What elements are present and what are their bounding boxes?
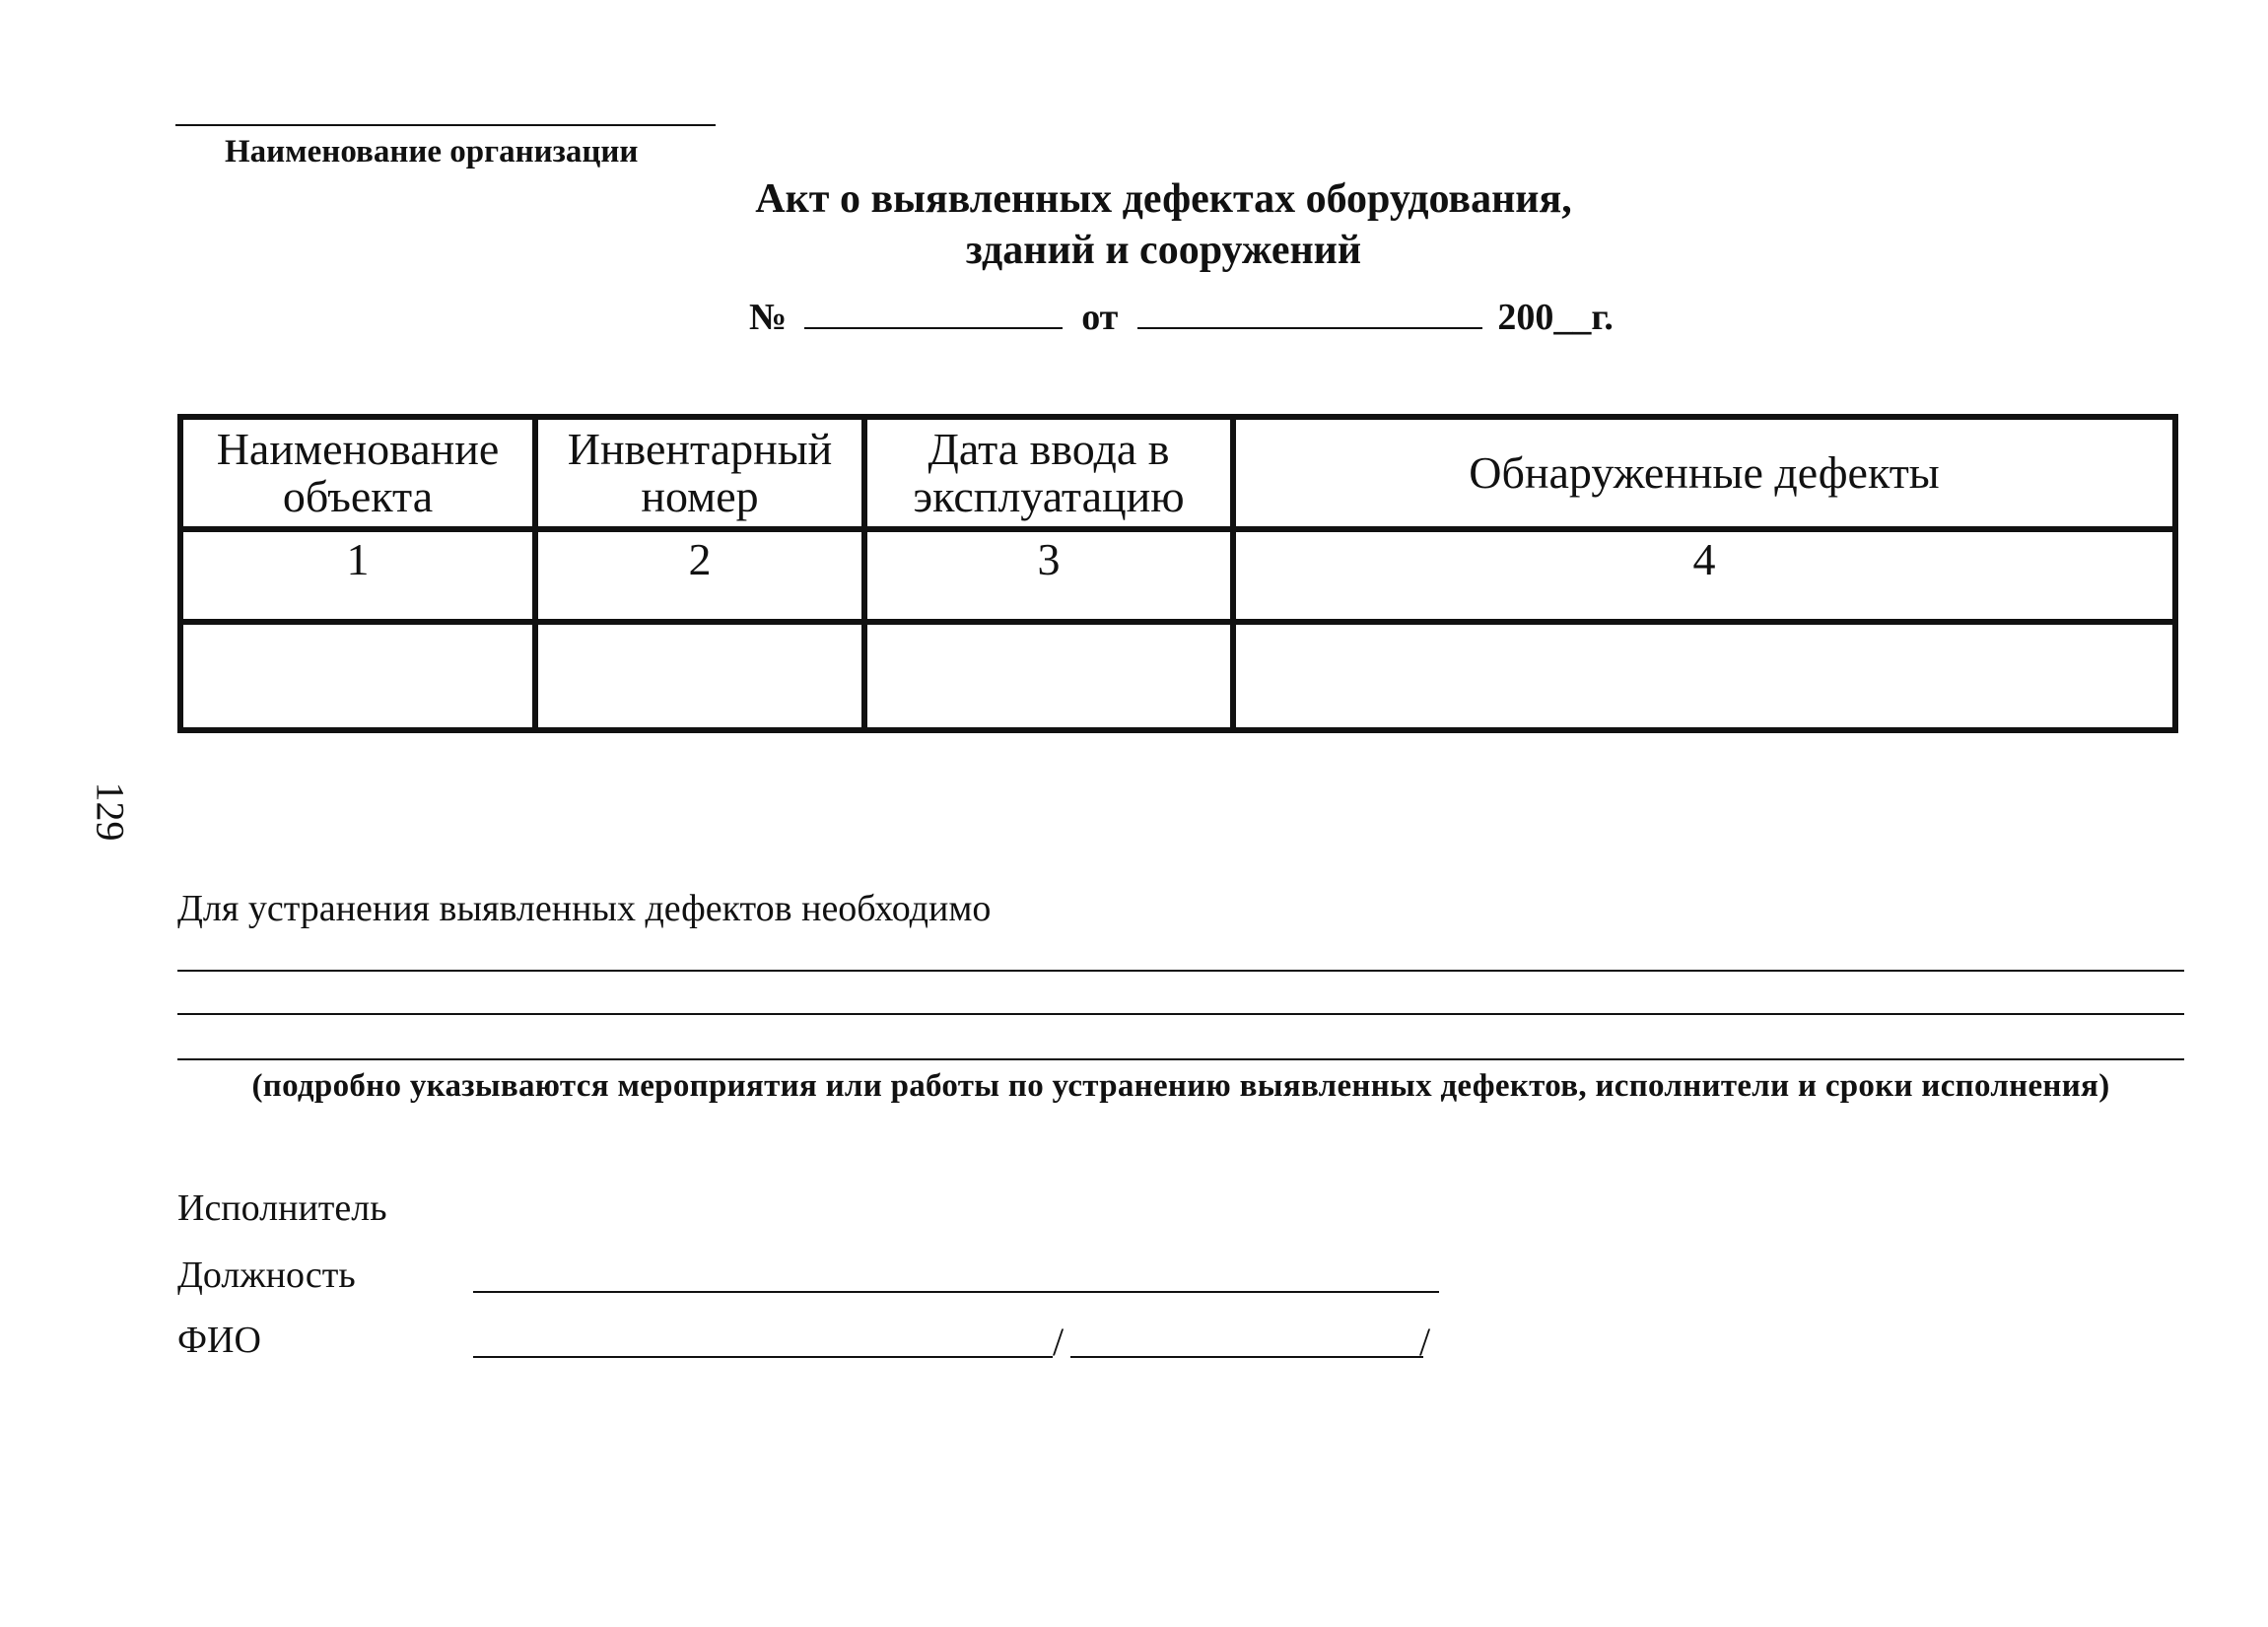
remedy-line-1[interactable] — [177, 970, 2184, 972]
table-row — [180, 622, 2175, 730]
number-label: № — [749, 297, 788, 338]
fio-separator: / — [1053, 1320, 1065, 1364]
header-defects: Обнаруженные дефекты — [1233, 417, 2175, 529]
document-title-line2: зданий и сооружений — [965, 228, 1362, 273]
cell-defects[interactable] — [1233, 622, 2175, 730]
header-inventory-number: Инвентарный номер — [535, 417, 864, 529]
header-object-name: Наименование объекта — [180, 417, 535, 529]
organization-line[interactable] — [175, 124, 716, 126]
remedy-line-2[interactable] — [177, 1013, 2184, 1015]
document-title-line1: Акт о выявленных дефектах оборудования, — [755, 176, 1572, 222]
date-field[interactable] — [1137, 298, 1482, 329]
remedy-label: Для устранения выявленных дефектов необходимо — [177, 888, 992, 929]
fio-end-separator: / — [1419, 1320, 1431, 1364]
remedy-note: (подробно указываются мероприятия или работы по устранению выявленных дефектов, исполнители и сроки исполнения) — [251, 1068, 2110, 1104]
column-number-4: 4 — [1233, 529, 2175, 622]
defects-table — [177, 414, 2178, 733]
cell-inventory-number[interactable] — [535, 622, 864, 730]
column-number-2: 2 — [535, 529, 864, 622]
organization-label: Наименование организации — [225, 134, 639, 169]
number-date-row — [749, 296, 1614, 339]
fio-signature-field[interactable] — [473, 1356, 1053, 1358]
header-commissioning-date: Дата ввода в эксплуатацию — [864, 417, 1233, 529]
table-row — [180, 529, 2175, 622]
remedy-line-3[interactable] — [177, 1058, 2184, 1060]
column-number-3: 3 — [864, 529, 1233, 622]
table-header-row — [180, 417, 2175, 529]
page-number: 129 — [88, 781, 133, 842]
from-label: от — [1081, 297, 1119, 338]
cell-commissioning-date[interactable] — [864, 622, 1233, 730]
fio-name-field[interactable] — [1070, 1356, 1423, 1358]
column-number-1: 1 — [180, 529, 535, 622]
cell-object-name[interactable] — [180, 622, 535, 730]
position-label: Должность — [177, 1254, 356, 1296]
position-field[interactable] — [473, 1291, 1439, 1293]
executor-label: Исполнитель — [177, 1187, 387, 1229]
number-field[interactable] — [804, 298, 1063, 329]
fio-label: ФИО — [177, 1320, 261, 1361]
year-label: 200__г. — [1497, 297, 1614, 338]
